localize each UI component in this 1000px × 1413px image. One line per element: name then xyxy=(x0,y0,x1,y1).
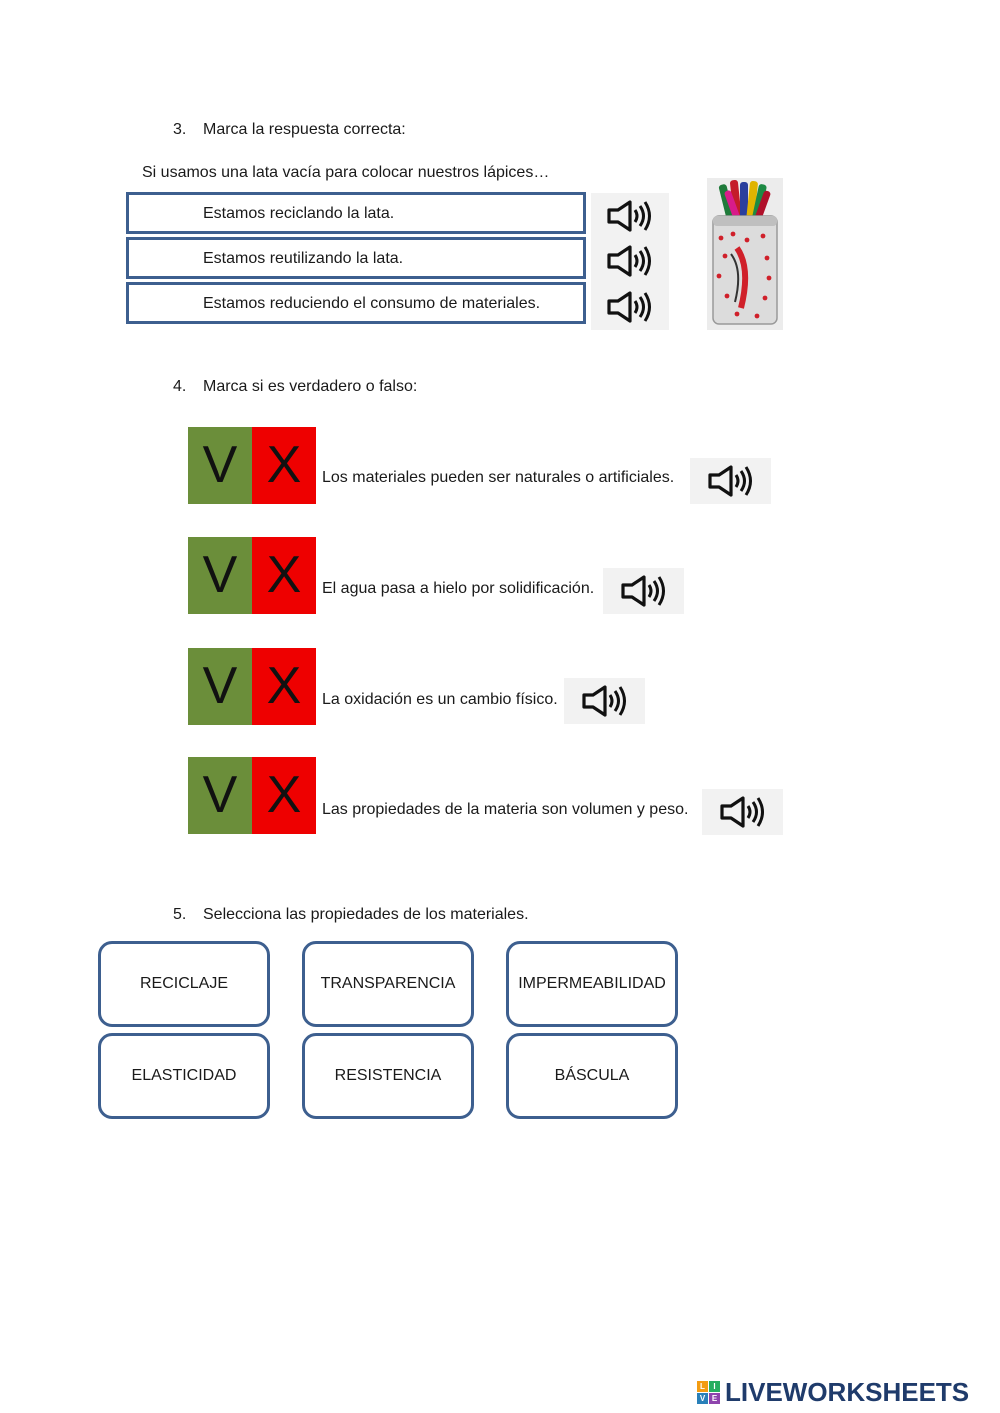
choice-impermeabilidad[interactable]: IMPERMEABILIDAD xyxy=(506,941,678,1027)
speaker-icon[interactable] xyxy=(603,568,684,614)
statement-text: La oxidación es un cambio físico. xyxy=(322,691,558,708)
true-button[interactable]: V xyxy=(188,648,252,725)
speaker-icon[interactable] xyxy=(564,678,645,724)
logo-letter: I xyxy=(709,1381,720,1392)
false-button[interactable]: X xyxy=(252,537,316,614)
speaker-icon[interactable] xyxy=(591,283,669,330)
answer-option-label: Estamos reutilizando la lata. xyxy=(203,250,404,267)
true-false-toggle xyxy=(188,757,316,834)
question-number: 4. xyxy=(173,378,187,395)
question-text: Marca si es verdadero o falso: xyxy=(203,378,418,395)
logo-letter: L xyxy=(697,1381,708,1392)
false-button[interactable]: X xyxy=(252,427,316,504)
choice-reciclaje[interactable]: RECICLAJE xyxy=(98,941,270,1027)
statement-text: Las propiedades de la materia son volumen y peso. xyxy=(322,801,689,818)
logo-grid-icon xyxy=(697,1381,721,1405)
choice-bascula[interactable]: BÁSCULA xyxy=(506,1033,678,1119)
answer-option-3[interactable] xyxy=(126,282,586,324)
choice-resistencia[interactable]: RESISTENCIA xyxy=(302,1033,474,1119)
answer-option-label: Estamos reduciendo el consumo de materiales. xyxy=(203,295,541,312)
answer-option-1[interactable] xyxy=(126,192,586,234)
statement-text: El agua pasa a hielo por solidificación. xyxy=(322,580,595,597)
false-button[interactable]: X xyxy=(252,757,316,834)
false-button[interactable]: X xyxy=(252,648,316,725)
question-text: Selecciona las propiedades de los materiales. xyxy=(203,906,529,923)
question-number: 5. xyxy=(173,906,187,923)
pencil-can-image xyxy=(707,178,783,330)
question-3-intro: Si usamos una lata vacía para colocar nuestros lápices… xyxy=(142,164,550,181)
speaker-icon[interactable] xyxy=(702,789,783,835)
logo-text: LIVEWORKSHEETS xyxy=(725,1377,970,1407)
speaker-icon[interactable] xyxy=(690,458,771,504)
question-number: 3. xyxy=(173,121,187,138)
answer-option-label: Estamos reciclando la lata. xyxy=(203,205,395,222)
logo-letter: E xyxy=(709,1393,720,1404)
true-false-toggle xyxy=(188,427,316,504)
statement-text: Los materiales pueden ser naturales o artificiales. xyxy=(322,469,675,486)
true-button[interactable]: V xyxy=(188,757,252,834)
question-3-title xyxy=(173,121,406,139)
answer-option-2[interactable] xyxy=(126,237,586,279)
true-false-toggle xyxy=(188,537,316,614)
choice-transparencia[interactable]: TRANSPARENCIA xyxy=(302,941,474,1027)
logo-letter: V xyxy=(697,1393,708,1404)
question-4-title xyxy=(173,378,417,396)
true-button[interactable]: V xyxy=(188,427,252,504)
question-text: Marca la respuesta correcta: xyxy=(203,121,406,138)
question-5-title xyxy=(173,906,529,924)
choice-elasticidad[interactable]: ELASTICIDAD xyxy=(98,1033,270,1119)
speaker-icon[interactable] xyxy=(591,238,669,283)
true-button[interactable]: V xyxy=(188,537,252,614)
true-false-toggle xyxy=(188,648,316,725)
speaker-icon[interactable] xyxy=(591,193,669,238)
